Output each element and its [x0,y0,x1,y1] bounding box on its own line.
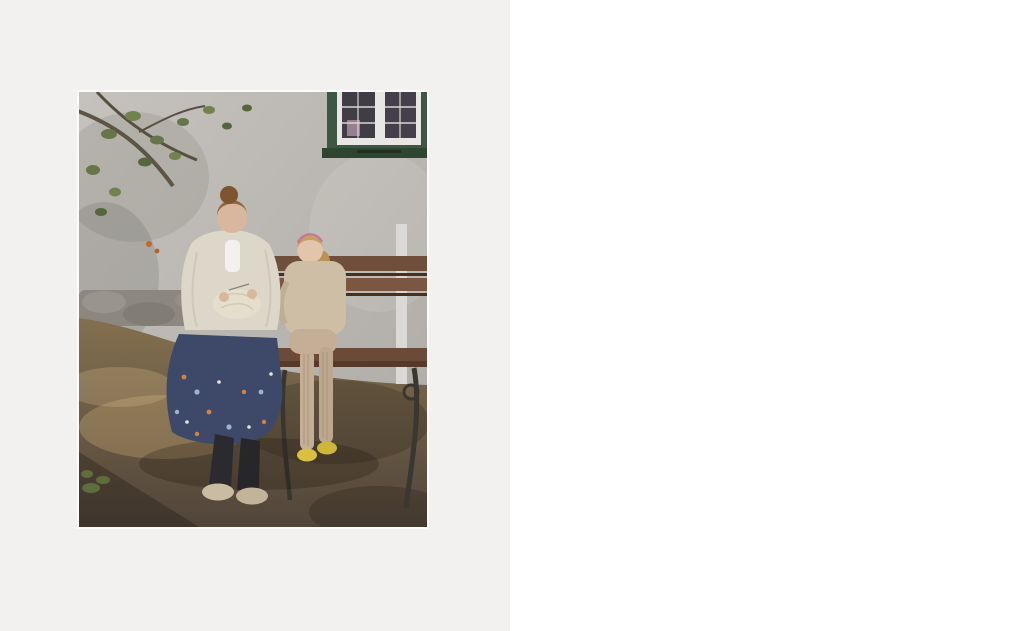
photo-illustration [79,92,427,527]
photo-mother-child-bench [79,92,427,527]
right-page [510,0,1020,631]
photo-window-icon [322,92,427,158]
